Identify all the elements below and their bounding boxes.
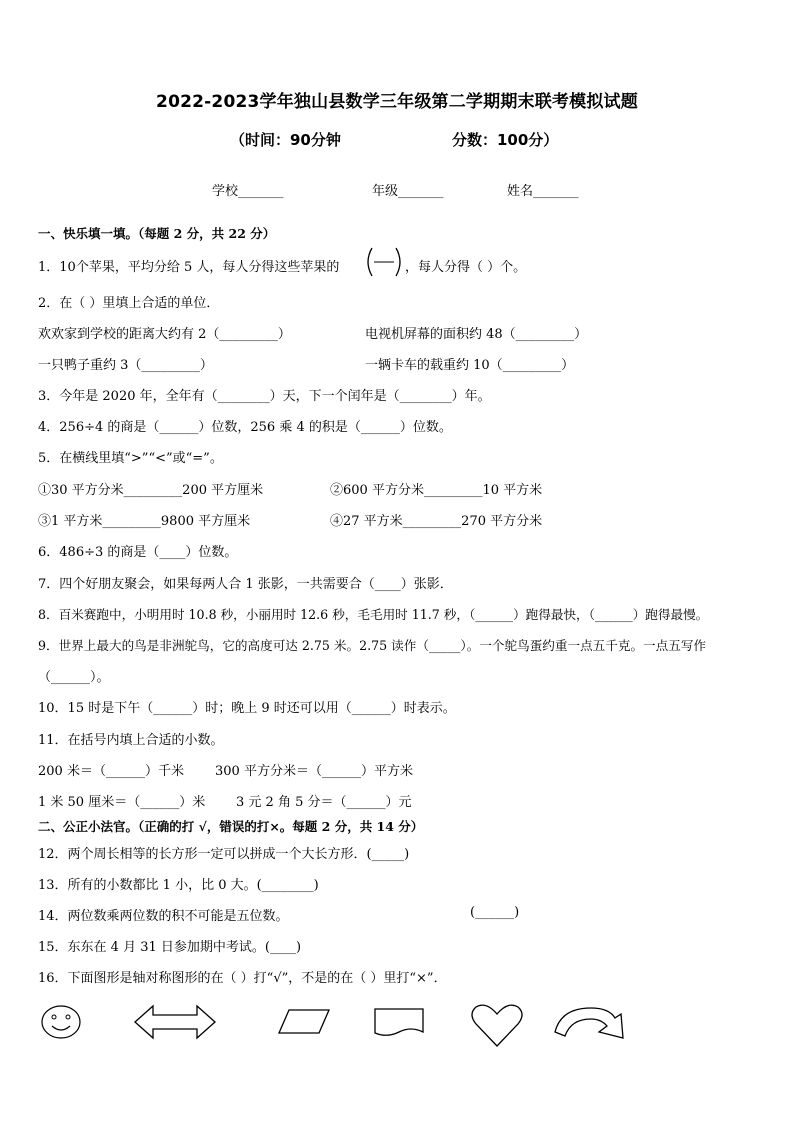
question-1-answer: ，每人分得（ ）个。 — [405, 260, 527, 275]
exam-score: 分数：100分） — [452, 131, 559, 149]
section-2-heading: 二、公正小法官。（正确的打 √，错误的打×。每题 2 分，共 14 分） — [38, 819, 424, 834]
smiley-face-icon — [40, 1004, 84, 1040]
question-4: 4．256÷4 的商是（______）位数，256 乘 4 的积是（______）位数。 — [38, 420, 452, 435]
question-11-item-c: 1 米 50 厘米＝（______）米 — [38, 795, 206, 810]
heart-icon — [470, 1002, 524, 1048]
parallelogram-icon — [277, 1008, 331, 1036]
question-11-text: 11．在括号内填上合适的小数。 — [38, 733, 224, 748]
question-11-item-d: 3 元 2 角 5 分＝（______）元 — [236, 795, 412, 810]
section-1-heading: 一、快乐填一填。（每题 2 分，共 22 分） — [38, 226, 276, 241]
question-14-blank: (______) — [470, 905, 520, 920]
fraction-blank-icon — [362, 244, 406, 280]
question-11-item-b: 300 平方分米＝（______）平方米 — [215, 764, 413, 779]
question-5-item-b: ②600 平方分米_________10 平方米 — [330, 483, 543, 498]
question-6: 6．486÷3 的商是（____）位数。 — [38, 545, 238, 560]
question-2-item-b: 电视机屏幕的面积约 48（_________） — [365, 327, 588, 342]
double-arrow-icon — [133, 1002, 217, 1042]
question-12: 12．两个周长相等的长方形一定可以拼成一个大长方形．(_____) — [38, 847, 410, 862]
question-15: 15．东东在 4 月 31 日参加期中考试。(____) — [38, 940, 302, 955]
grade-field: 年级_______ — [372, 184, 444, 199]
question-11-item-a: 200 米＝（______）千米 — [38, 764, 184, 779]
question-9-line-2: （______）。 — [38, 670, 110, 685]
name-field: 姓名_______ — [507, 184, 579, 199]
page-title: 2022-2023学年独山县数学三年级第二学期期末联考模拟试题 — [156, 92, 638, 112]
question-8: 8．百米赛跑中，小明用时 10.8 秒，小丽用时 12.6 秒，毛毛用时 11.7 秒，（______）跑得最快，（______）跑得最慢。 — [38, 607, 709, 622]
school-field: 学校_______ — [212, 184, 284, 199]
exam-time: （时间：90分钟 — [230, 131, 341, 149]
question-5-item-c: ③1 平方米_________9800 平方厘米 — [38, 514, 251, 529]
question-2-item-a: 欢欢家到学校的距离大约有 2（_________） — [38, 327, 291, 342]
question-2-text: 2．在（ ）里填上合适的单位． — [38, 296, 220, 311]
question-7: 7．四个好朋友聚会，如果每两人合 1 张影，一共需要合（____）张影． — [38, 577, 453, 592]
question-13: 13．所有的小数都比 1 小，比 0 大。(________) — [38, 878, 319, 893]
curved-arrow-icon — [551, 1002, 635, 1046]
wavy-flag-icon — [372, 1006, 426, 1040]
question-2-item-d: 一辆卡车的载重约 10（_________） — [365, 358, 575, 373]
question-5-item-d: ④27 平方米_________270 平方分米 — [330, 514, 543, 529]
question-3: 3．今年是 2020 年，全年有（________）天，下一个闰年是（________）年。 — [38, 389, 491, 404]
question-14: 14．两位数乘两位数的积不可能是五位数。 — [38, 909, 289, 924]
question-1-text: 1．10个苹果，平均分给 5 人，每人分得这些苹果的 — [38, 260, 340, 275]
question-9-line-1: 9．世界上最大的鸟是非洲鸵鸟，它的高度可达 2.75 米。2.75 读作（_____）。一个鸵鸟蛋约重一点五千克。一点五写作 — [38, 638, 707, 653]
question-5-item-a: ①30 平方分米_________200 平方厘米 — [38, 483, 264, 498]
question-5-text: 5．在横线里填“>”“<”或“=”。 — [38, 451, 223, 466]
question-2-item-c: 一只鸭子重约 3（_________） — [38, 358, 213, 373]
question-10: 10．15 时是下午（______）时；晚上 9 时还可以用（______）时表示。 — [38, 701, 456, 716]
question-16: 16．下面图形是轴对称图形的在（ ）打“√”，不是的在（ ）里打“×”． — [38, 971, 447, 986]
